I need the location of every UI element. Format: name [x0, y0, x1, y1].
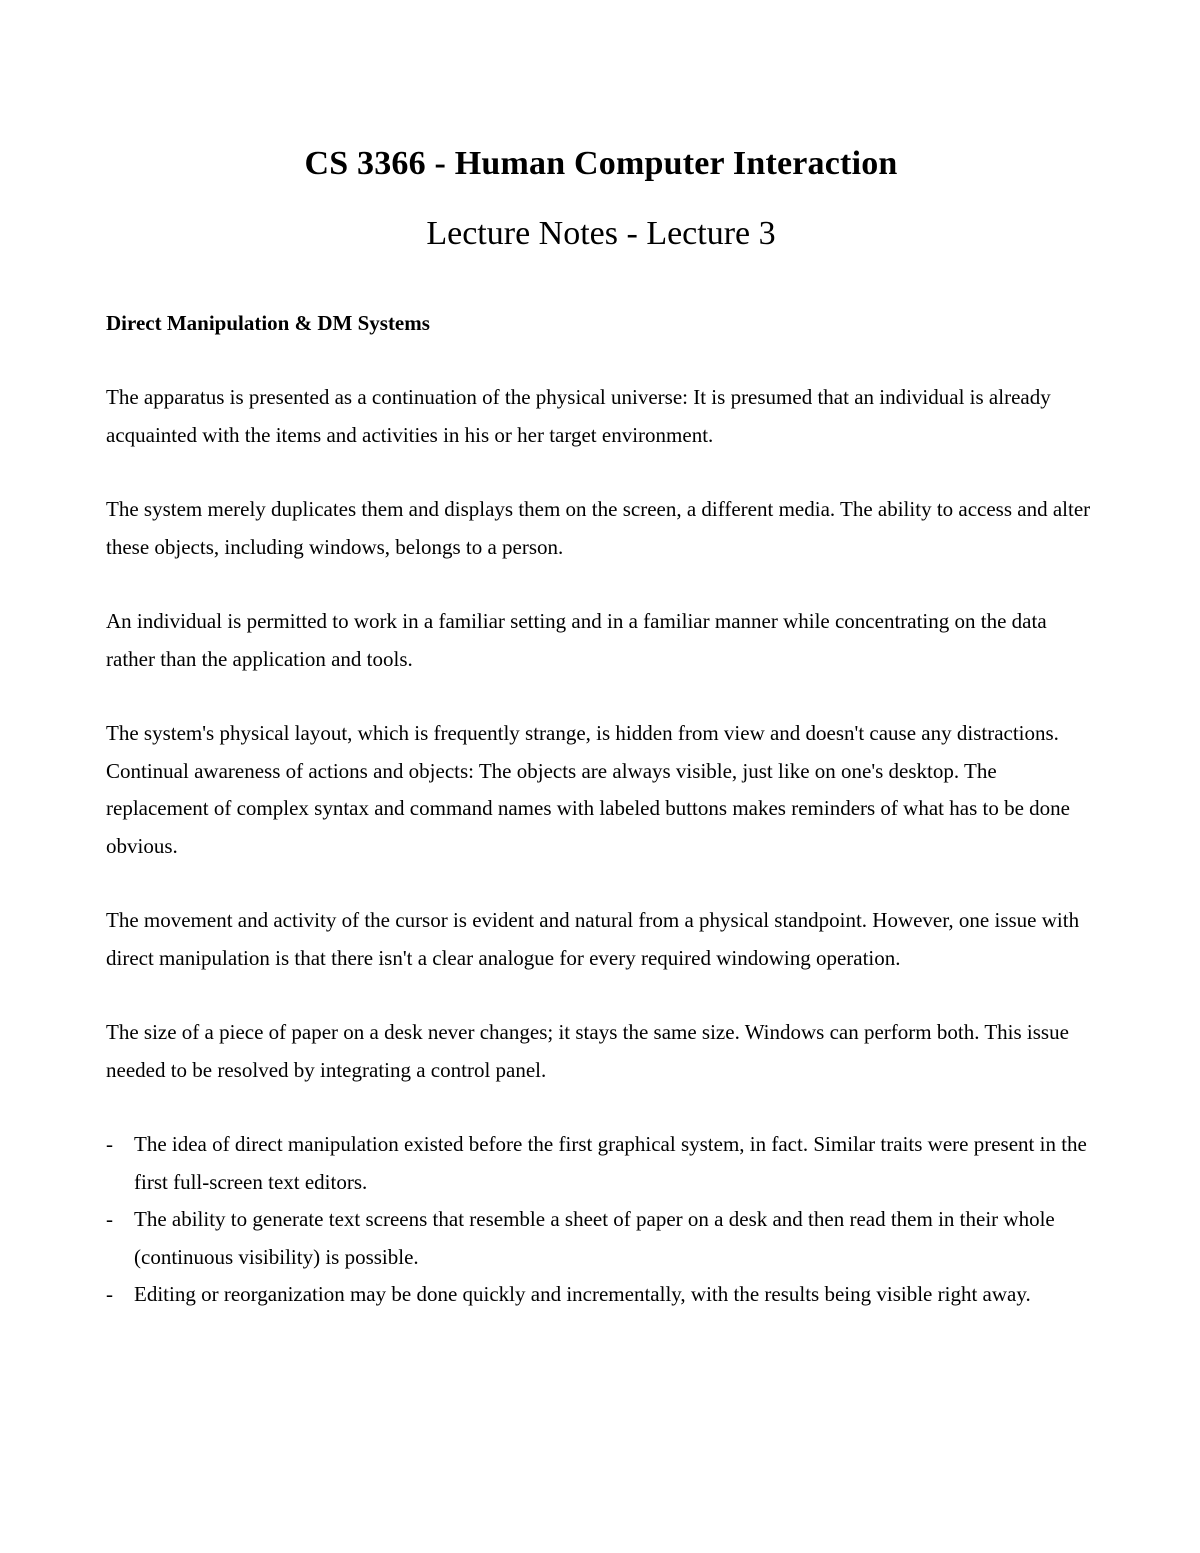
paragraph-continual-awareness: Continual awareness of actions and objects: The objects are always visible, just like on one's desktop. The replacement of complex syntax and command names with labeled buttons makes reminders of what has to be done obvious.: [106, 758, 1070, 858]
paragraph-paper-size: The size of a piece of paper on a desk never changes; it stays the same size. Windows can perform both. This issue needed to be resolved by integrating a control panel.: [106, 1020, 1069, 1082]
bullet-marker: -: [106, 1282, 113, 1306]
list-item-text: The idea of direct manipulation existed before the first graphical system, in fact. Similar traits were present in the first full-screen text editors.: [134, 1132, 1087, 1194]
list-item-text: The ability to generate text screens that resemble a sheet of paper on a desk and then read them in their whole (continuous visibility) is possible.: [134, 1207, 1055, 1269]
list-item: [106, 1276, 1096, 1314]
list-item: [106, 1201, 1096, 1276]
section-heading: Direct Manipulation & DM Systems: [106, 311, 430, 335]
bullet-marker: -: [106, 1132, 113, 1156]
document-content: [106, 140, 1096, 1314]
paragraph-apparatus: The apparatus is presented as a continuation of the physical universe: It is presumed that an individual is already acquainted with the items and activities in his or her target environment.: [106, 385, 1051, 447]
list-item: [106, 1126, 1096, 1201]
paragraph-familiar-setting: An individual is permitted to work in a familiar setting and in a familiar manner while concentrating on the data rather than the application and tools.: [106, 609, 1047, 671]
paragraph-system-duplicates: The system merely duplicates them and displays them on the screen, a different media. The ability to access and alter these objects, including windows, belongs to a person.: [106, 497, 1091, 559]
paragraph-physical-layout: The system's physical layout, which is frequently strange, is hidden from view and doesn't cause any distractions.: [106, 721, 1059, 745]
bullet-list: [106, 1126, 1096, 1314]
bullet-marker: -: [106, 1207, 113, 1231]
document-title: CS 3366 - Human Computer Interaction: [304, 145, 898, 182]
list-item-text: Editing or reorganization may be done quickly and incrementally, with the results being visible right away.: [134, 1282, 1031, 1306]
paragraph-cursor-movement: The movement and activity of the cursor is evident and natural from a physical standpoint. However, one issue with direct manipulation is that there isn't a clear analogue for every required windowing operation.: [106, 908, 1080, 970]
document-subtitle: Lecture Notes - Lecture 3: [426, 215, 776, 252]
